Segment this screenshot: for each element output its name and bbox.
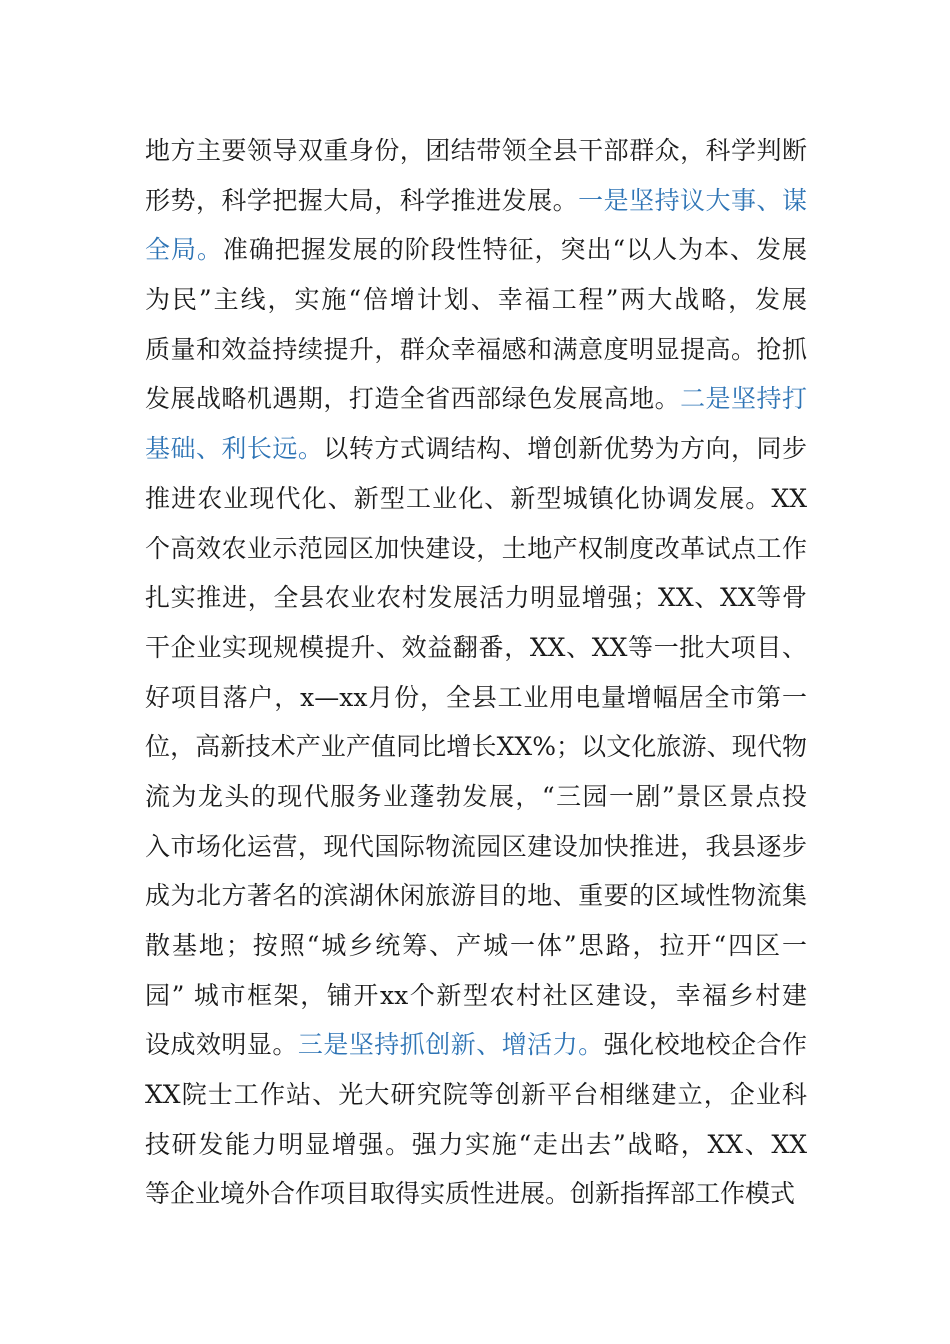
text-line bbox=[145, 474, 807, 524]
text-line bbox=[145, 772, 807, 822]
highlighted-heading-text: 全局。 bbox=[145, 235, 223, 265]
body-text-segment: 好项目落户，x—xx月份，全县工业用电量增幅居全市第一 bbox=[145, 682, 807, 712]
text-line bbox=[145, 623, 807, 673]
body-text-segment: 散基地；按照“城乡统筹、产城一体”思路，拉开“四区一 bbox=[145, 931, 807, 960]
body-text-segment: 流为龙头的现代服务业蓬勃发展，“三园一剧”景区景点投 bbox=[145, 781, 807, 811]
text-line bbox=[145, 573, 807, 623]
text-line bbox=[145, 325, 807, 375]
text-line bbox=[145, 1169, 807, 1219]
text-line bbox=[145, 126, 807, 176]
body-text-segment: 成为北方著名的滨湖休闲旅游目的地、重要的区域性物流集 bbox=[145, 881, 807, 911]
text-line bbox=[145, 1120, 807, 1170]
text-line bbox=[145, 275, 807, 325]
text-line bbox=[145, 822, 807, 872]
body-text-segment: 个高效农业示范园区加快建设，土地产权制度改革试点工作 bbox=[145, 533, 807, 563]
body-text-segment: 干企业实现规模提升、效益翻番，XX、XX等一批大项目、 bbox=[145, 632, 807, 662]
body-text-segment: 推进农业现代化、新型工业化、新型城镇化协调发展。XX bbox=[145, 483, 807, 513]
text-line bbox=[145, 673, 807, 723]
body-text-segment: 设成效明显。 bbox=[145, 1030, 298, 1060]
text-line bbox=[145, 921, 807, 971]
body-text-segment: 以转方式调结构、增创新优势为方向，同步 bbox=[323, 434, 807, 464]
highlighted-heading-text: 二是坚持打 bbox=[680, 384, 807, 414]
text-line bbox=[145, 971, 807, 1021]
text-line bbox=[145, 176, 807, 226]
text-line bbox=[145, 374, 807, 424]
body-paragraph bbox=[145, 126, 807, 1219]
body-text-segment: XX院士工作站、光大研究院等创新平台相继建立，企业科 bbox=[145, 1080, 807, 1110]
body-text-segment: 准确把握发展的阶段性特征，突出“以人为本、发展 bbox=[222, 235, 807, 265]
text-line bbox=[145, 225, 807, 275]
body-text-segment: 质量和效益持续提升，群众幸福感和满意度明显提高。抢抓 bbox=[145, 334, 807, 364]
text-line bbox=[145, 1070, 807, 1120]
body-text-segment: 地方主要领导双重身份，团结带领全县干部群众，科学判断 bbox=[145, 136, 807, 165]
body-text-segment: 技研发能力明显增强。强力实施“走出去”战略，XX、XX bbox=[145, 1129, 807, 1159]
text-line bbox=[145, 1020, 807, 1070]
body-text-segment: 入市场化运营，现代国际物流园区建设加快推进，我县逐步 bbox=[145, 831, 807, 861]
highlighted-heading-text: 三是坚持抓创新、增活力。 bbox=[297, 1030, 604, 1060]
text-line bbox=[145, 524, 807, 574]
highlighted-heading-text: 基础、利长远。 bbox=[145, 434, 324, 464]
body-text-segment: 为民”主线，实施“倍增计划、幸福工程”两大战略，发展 bbox=[145, 285, 807, 315]
highlighted-heading-text: 一是坚持议大事、谋 bbox=[578, 185, 807, 215]
text-line bbox=[145, 424, 807, 474]
body-text-segment: 发展战略机遇期，打造全省西部绿色发展高地。 bbox=[145, 384, 681, 414]
body-text-segment: 强化校地校企合作 bbox=[603, 1030, 807, 1060]
text-line bbox=[145, 871, 807, 921]
body-text-segment: 园” 城市框架，铺开xx个新型农村社区建设，幸福乡村建 bbox=[145, 980, 807, 1010]
body-text-segment: 等企业境外合作项目取得实质性进展。创新指挥部工作模式 bbox=[145, 1179, 796, 1209]
body-text-segment: 形势，科学把握大局，科学推进发展。 bbox=[145, 185, 579, 215]
text-line bbox=[145, 722, 807, 772]
body-text-segment: 扎实推进，全县农业农村发展活力明显增强；XX、XX等骨 bbox=[145, 583, 807, 613]
body-text-segment: 位，高新技术产业产值同比增长XX%；以文化旅游、现代物 bbox=[145, 732, 807, 762]
